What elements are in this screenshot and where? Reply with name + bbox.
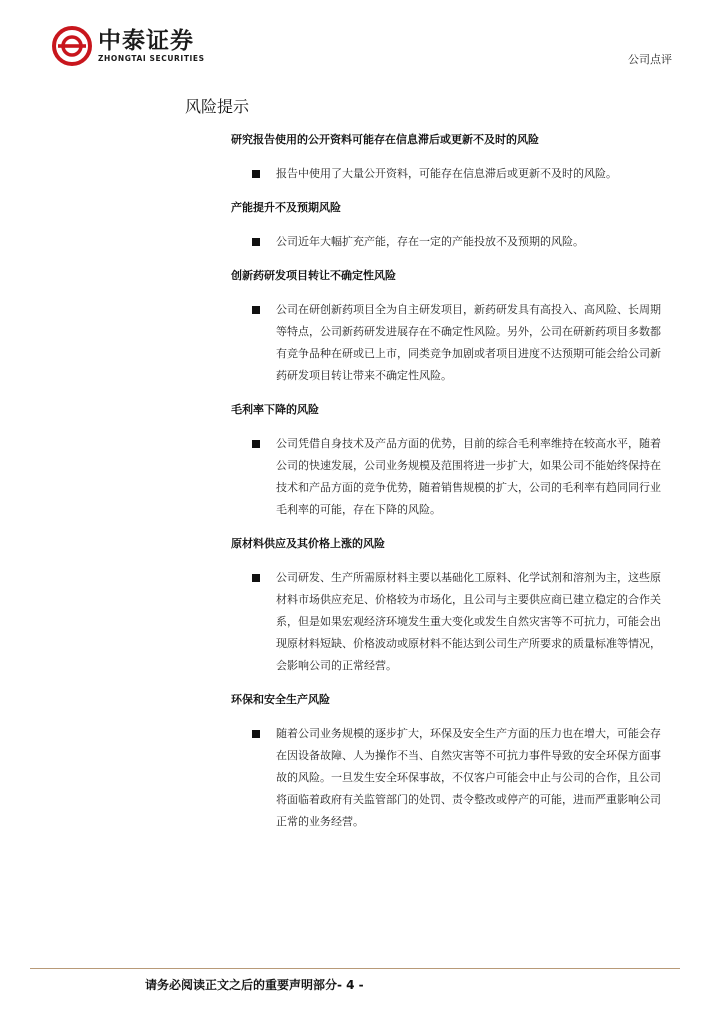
risk-item (231, 130, 671, 185)
risk-title: 创新药研发项目转让不确定性风险 (231, 269, 396, 282)
risk-item (231, 400, 671, 521)
risk-text: 报告中使用了大量公开资料，可能存在信息滞后或更新不及时的风险。 (276, 167, 617, 180)
zhongtai-logo-icon (52, 26, 92, 66)
logo-chinese-name: 中泰证券 (98, 28, 194, 54)
company-logo (52, 26, 205, 66)
risk-bullet (231, 433, 671, 521)
square-bullet-icon (252, 170, 260, 178)
risk-title: 研究报告使用的公开资料可能存在信息滞后或更新不及时的风险 (231, 133, 539, 146)
risk-bullet (231, 723, 671, 833)
section-title: 风险提示 (185, 97, 250, 116)
logo-english-name: ZHONGTAI SECURITIES (98, 54, 205, 63)
document-type-label: 公司点评 (628, 53, 672, 66)
risk-title: 环保和安全生产风险 (231, 693, 330, 706)
square-bullet-icon (252, 730, 260, 738)
risk-item (231, 198, 671, 253)
risk-text: 公司在研创新药项目全为自主研发项目，新药研发具有高投入、高风险、长周期等特点，公司新药研发进展存在不确定性风险。另外，公司在研新药项目多数都有竞争品种在研或已上市，同类竞争加剧或者项目进度不达预期可能会给公司新药研发项目转让带来不确定性风险。 (276, 303, 661, 382)
footer-divider (30, 968, 680, 969)
risk-text: 随着公司业务规模的逐步扩大，环保及安全生产方面的压力也在增大，可能会存在因设备故障、人为操作不当、自然灾害等不可抗力事件导致的安全环保方面事故的风险。一旦发生安全环保事故，不仅客户可能会中止与公司的合作，且公司将面临着政府有关监管部门的处罚、责令整改或停产的可能，进而严重影响公司正常的业务经营。 (276, 727, 661, 828)
risk-title: 原材料供应及其价格上涨的风险 (231, 537, 385, 550)
square-bullet-icon (252, 306, 260, 314)
square-bullet-icon (252, 574, 260, 582)
risk-item (231, 266, 671, 387)
risk-list (231, 130, 671, 846)
risk-bullet (231, 567, 671, 677)
risk-title: 产能提升不及预期风险 (231, 201, 341, 214)
square-bullet-icon (252, 440, 260, 448)
risk-bullet (231, 231, 671, 253)
risk-text: 公司研发、生产所需原材料主要以基础化工原料、化学试剂和溶剂为主，这些原材料市场供应充足、价格较为市场化，且公司与主要供应商已建立稳定的合作关系，但是如果宏观经济环境发生重大变化或发生自然灾害等不可抗力，可能会出现原材料短缺、价格波动或原材料不能达到公司生产所要求的质量标准等情况，会影响公司的正常经营。 (276, 571, 661, 672)
risk-bullet (231, 163, 671, 185)
risk-item (231, 534, 671, 677)
risk-bullet (231, 299, 671, 387)
risk-text: 公司凭借自身技术及产品方面的优势，目前的综合毛利率维持在较高水平，随着公司的快速发展，公司业务规模及范围将进一步扩大，如果公司不能始终保持在技术和产品方面的竞争优势，随着销售规模的扩大，公司的毛利率有趋同同行业毛利率的可能，存在下降的风险。 (276, 437, 661, 516)
risk-title: 毛利率下降的风险 (231, 403, 319, 416)
risk-item (231, 690, 671, 833)
risk-text: 公司近年大幅扩充产能，存在一定的产能投放不及预期的风险。 (276, 235, 584, 248)
footer-disclaimer: 请务必阅读正文之后的重要声明部分- 4 - (145, 978, 364, 992)
square-bullet-icon (252, 238, 260, 246)
